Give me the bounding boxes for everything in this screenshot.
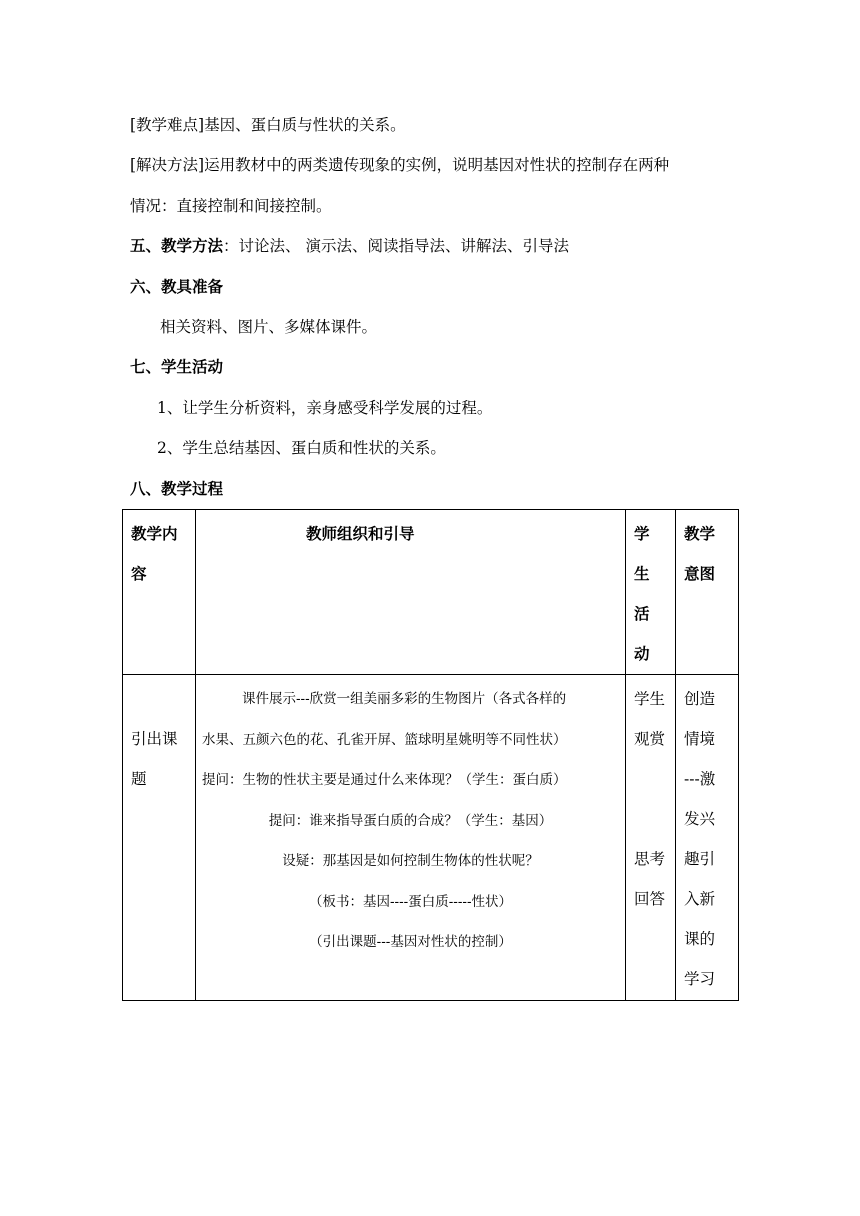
teaching-process-table <box>122 509 739 1001</box>
row-teacher: 课件展示---欣赏一组美丽多彩的生物图片（各式各样的 水果、五颜六色的花、孔雀开屏、篮球明星姚明等不同性状） 提问：生物的性状主要是通过什么来体现？（学生：蛋白质） 提问：谁来指导蛋白质的合成？（学生：基因） 设疑：那基因是如何控制生物体的性状呢？ （板书：基因----蛋白质-----性状） （引出课题---基因对性状的控制） <box>196 675 626 1001</box>
process-heading: 八、教学过程 <box>130 479 224 498</box>
row-intent: 创造 情境 ---激 发兴 趣引 入新 课的 学习 <box>676 675 739 1001</box>
activity-item-1: 1、让学生分析资料，亲身感受科学发展的过程。 <box>157 399 493 417</box>
prep-heading: 六、教具准备 <box>130 277 224 296</box>
row-student-activity: 学生 观赏 思考 回答 <box>626 675 676 1001</box>
activity-item-2: 2、学生总结基因、蛋白质和性状的关系。 <box>157 439 446 457</box>
teaching-difficulty: [教学难点]基因、蛋白质与性状的关系。 <box>130 116 406 134</box>
row-content: 引出课 题 <box>123 675 196 1001</box>
solution-method-line-2: 情况：直接控制和间接控制。 <box>130 197 332 215</box>
table-header-row <box>123 510 739 675</box>
methods-heading: 五、教学方法 <box>130 236 224 255</box>
solution-method-line-1: [解决方法]运用教材中的两类遗传现象的实例，说明基因对性状的控制存在两种 <box>130 156 670 174</box>
header-student-activity: 学 生 活 动 <box>626 510 676 675</box>
header-content: 教学内 容 <box>123 510 196 675</box>
methods-text: ：讨论法、 演示法、阅读指导法、讲解法、引导法 <box>223 237 569 255</box>
teaching-methods <box>130 236 569 256</box>
activity-heading: 七、学生活动 <box>130 357 224 376</box>
table-row <box>123 675 739 1001</box>
prep-text: 相关资料、图片、多媒体课件。 <box>160 318 378 336</box>
header-intent: 教学 意图 <box>676 510 739 675</box>
header-teacher: 教师组织和引导 <box>196 510 626 675</box>
